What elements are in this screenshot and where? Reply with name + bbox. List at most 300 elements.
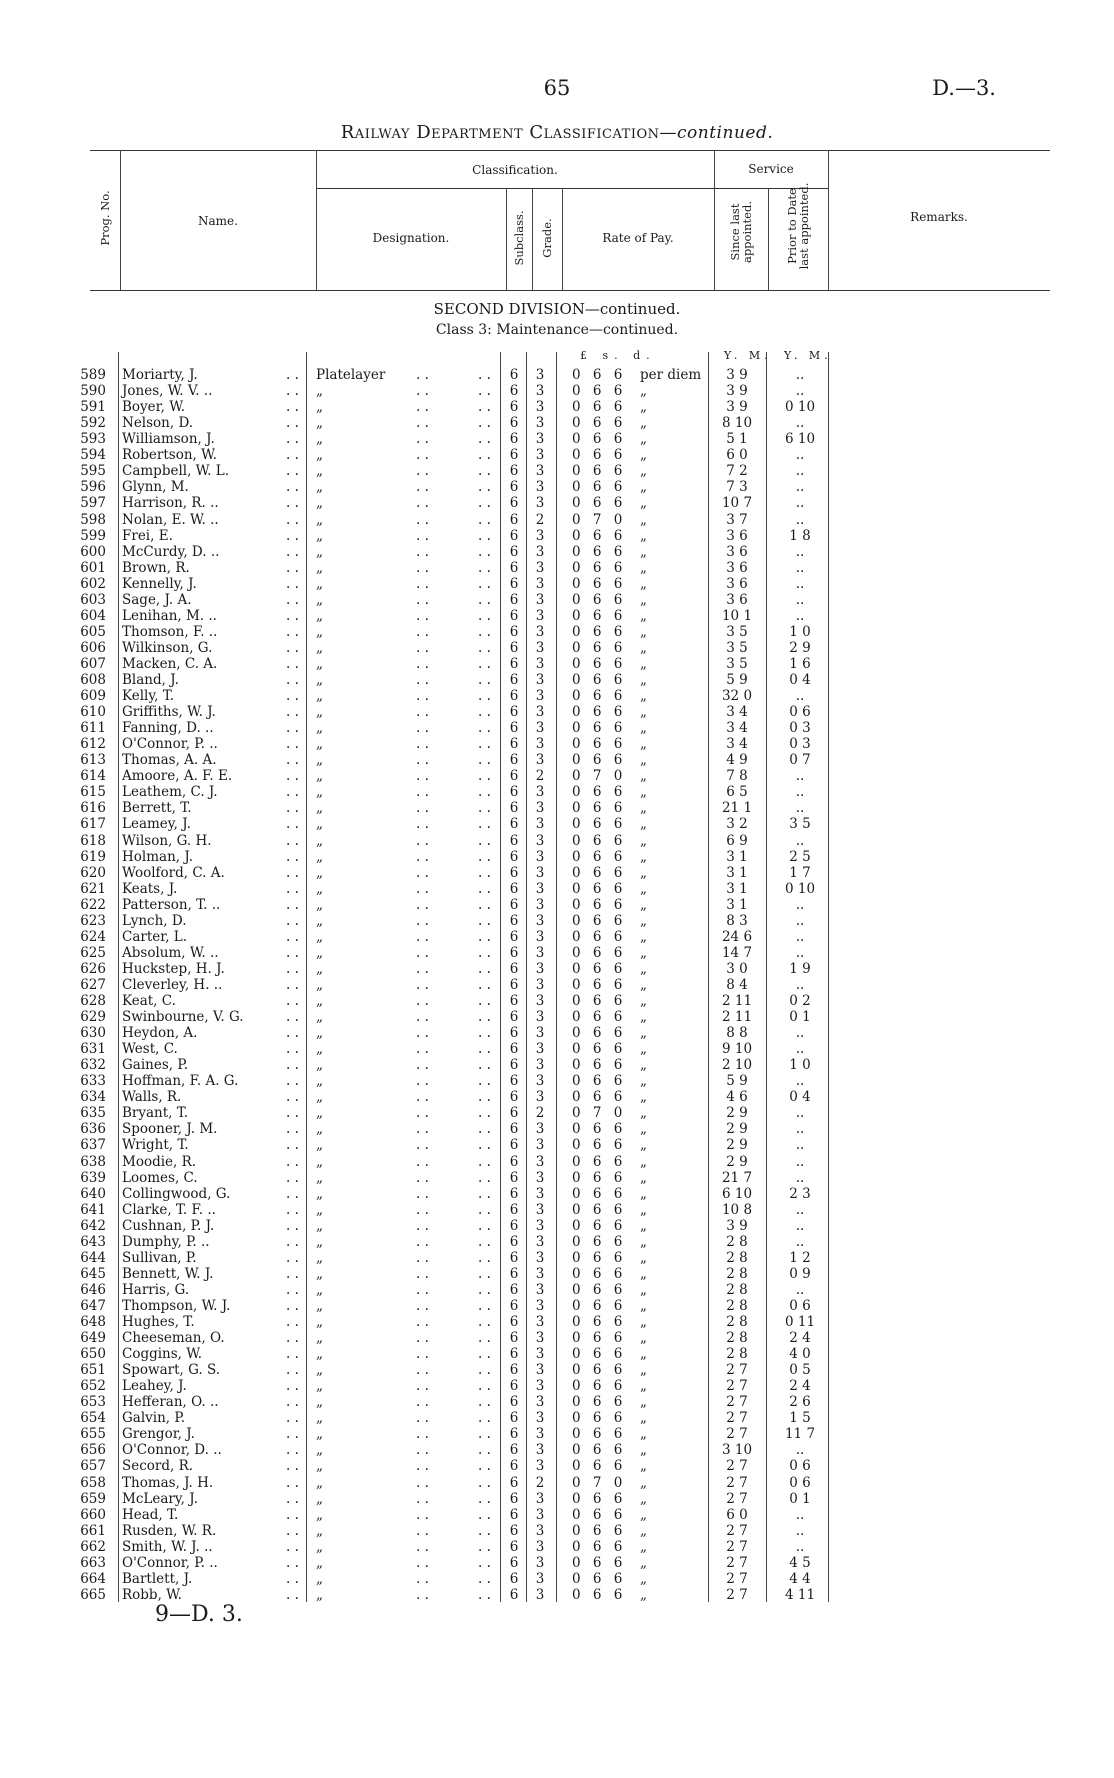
leader-dots: . .	[478, 623, 491, 640]
leader-dots: . .	[286, 912, 299, 929]
table-row	[0, 1218, 1114, 1234]
leader-dots: . .	[478, 543, 491, 560]
subclass: 6	[509, 1041, 519, 1058]
leader-dots: . .	[478, 1073, 491, 1090]
table-row	[0, 1266, 1114, 1282]
subclass: 6	[509, 1297, 519, 1314]
service-prior: 0 7	[789, 752, 811, 769]
employee-name: O'Connor, P. ..	[122, 1554, 218, 1571]
service-prior: 1 0	[789, 623, 811, 640]
leader-dots: . .	[478, 1009, 491, 1025]
header-bottom-rule	[90, 290, 1050, 291]
subclass: 6	[509, 672, 519, 688]
leader-dots: . .	[478, 447, 491, 464]
designation: „	[316, 1586, 323, 1603]
subclass: 6	[509, 383, 519, 400]
rate-of-pay: 0 6 6	[572, 688, 627, 704]
prog-number: 607	[80, 655, 106, 672]
table-row	[0, 1523, 1114, 1539]
service-since-last: 2 7	[726, 1554, 748, 1571]
subclass: 6	[509, 415, 519, 432]
subclass: 6	[509, 1249, 519, 1266]
leader-dots: . .	[478, 1089, 491, 1106]
service-prior: 1 5	[789, 1410, 811, 1427]
leader-dots: . .	[416, 1201, 429, 1218]
leader-dots: . .	[478, 511, 491, 528]
rate-of-pay: 0 6 6	[572, 639, 627, 656]
service-prior: ..	[795, 1522, 805, 1539]
service-prior: 0 1	[789, 1490, 811, 1507]
designation: „	[316, 1169, 323, 1186]
rate-of-pay: 0 6 6	[572, 1410, 627, 1427]
employee-name: Carter, L.	[122, 928, 188, 945]
prog-number: 636	[80, 1121, 106, 1138]
pay-unit: „	[640, 1249, 647, 1266]
leader-dots: . .	[478, 1265, 491, 1282]
employee-name: Leamey, J.	[122, 816, 191, 833]
division-heading: SECOND DIVISION—continued.	[433, 300, 681, 318]
rate-of-pay: 0 6 6	[572, 816, 627, 833]
employee-name: Secord, R.	[122, 1458, 194, 1475]
pay-unit: „	[640, 1041, 647, 1058]
subclass: 6	[509, 1586, 519, 1603]
rate-of-pay: 0 7 0	[572, 511, 627, 528]
table-row	[0, 576, 1114, 592]
subclass: 6	[509, 688, 519, 704]
employee-name: Galvin, P.	[122, 1410, 186, 1427]
pay-unit: „	[640, 1073, 647, 1090]
prog-number: 602	[80, 575, 106, 592]
subclass: 6	[509, 575, 519, 592]
leader-dots: . .	[416, 1346, 429, 1363]
designation: „	[316, 1185, 323, 1202]
table-row	[0, 720, 1114, 736]
employee-name: Sage, J. A.	[122, 591, 192, 608]
rate-of-pay: 0 6 6	[572, 399, 627, 416]
table-row	[0, 1298, 1114, 1314]
designation: „	[316, 960, 323, 977]
table-row	[0, 399, 1114, 415]
designation: „	[316, 1394, 323, 1411]
rate-of-pay: 0 6 6	[572, 415, 627, 432]
designation: „	[316, 495, 323, 512]
leader-dots: . .	[286, 1089, 299, 1106]
leader-dots: . .	[416, 688, 429, 704]
grade: 3	[535, 463, 545, 480]
header-grade: Grade.	[540, 218, 554, 258]
prog-number: 657	[80, 1458, 106, 1475]
grade: 3	[535, 1281, 545, 1298]
service-prior: ..	[795, 1506, 805, 1523]
rate-of-pay: 0 6 6	[572, 447, 627, 464]
leader-dots: . .	[478, 928, 491, 945]
rate-of-pay: 0 6 6	[572, 1330, 627, 1346]
pay-unit: „	[640, 672, 647, 688]
rate-of-pay: 0 6 6	[572, 1217, 627, 1234]
designation: „	[316, 1265, 323, 1282]
service-prior: ..	[795, 575, 805, 592]
designation: „	[316, 720, 323, 737]
service-prior: ..	[795, 1121, 805, 1138]
leader-dots: . .	[478, 527, 491, 544]
pay-unit: „	[640, 1394, 647, 1411]
leader-dots: . .	[286, 1346, 299, 1363]
service-since-last: 2 7	[726, 1586, 748, 1603]
pay-unit: „	[640, 479, 647, 496]
service-prior: 0 10	[784, 399, 816, 416]
grade: 3	[535, 1233, 545, 1250]
designation: „	[316, 591, 323, 608]
leader-dots: . .	[286, 543, 299, 560]
grade: 3	[535, 752, 545, 769]
rate-of-pay: 0 6 6	[572, 1265, 627, 1282]
prog-number: 641	[80, 1201, 106, 1218]
designation: „	[316, 431, 323, 448]
designation: „	[316, 399, 323, 416]
leader-dots: . .	[286, 1297, 299, 1314]
leader-dots: . .	[478, 896, 491, 913]
designation: „	[316, 1554, 323, 1571]
subclass: 6	[509, 976, 519, 993]
prog-number: 639	[80, 1169, 106, 1186]
designation: „	[316, 928, 323, 945]
service-since-last: 2 11	[721, 993, 753, 1009]
service-prior: ..	[795, 800, 805, 817]
employee-name: Thompson, W. J.	[122, 1297, 231, 1314]
leader-dots: . .	[416, 527, 429, 544]
prog-number: 595	[80, 463, 106, 480]
grade: 3	[535, 399, 545, 416]
grade: 3	[535, 672, 545, 688]
header-service: Service	[748, 162, 794, 176]
designation: „	[316, 511, 323, 528]
leader-dots: . .	[478, 784, 491, 801]
subclass: 6	[509, 1490, 519, 1507]
document-reference: D.—3.	[932, 76, 996, 100]
grade: 3	[535, 928, 545, 945]
employee-name: Clarke, T. F. ..	[122, 1201, 216, 1218]
leader-dots: . .	[478, 816, 491, 833]
table-row	[0, 1458, 1114, 1474]
leader-dots: . .	[416, 832, 429, 849]
employee-name: Cheeseman, O.	[122, 1330, 225, 1346]
designation: „	[316, 976, 323, 993]
prog-number: 605	[80, 623, 106, 640]
leader-dots: . .	[286, 993, 299, 1009]
employee-name: Frei, E.	[122, 527, 173, 544]
table-row	[0, 1057, 1114, 1073]
subclass: 6	[509, 1570, 519, 1587]
rate-of-pay: 0 6 6	[572, 1522, 627, 1539]
leader-dots: . .	[478, 639, 491, 656]
grade: 3	[535, 864, 545, 881]
leader-dots: . .	[286, 639, 299, 656]
employee-name: Bennett, W. J.	[122, 1265, 214, 1282]
service-since-last: 2 9	[726, 1105, 748, 1122]
service-since-last: 2 8	[726, 1265, 748, 1282]
col-divider	[768, 188, 769, 290]
prog-number: 617	[80, 816, 106, 833]
leader-dots: . .	[416, 399, 429, 416]
leader-dots: . .	[416, 447, 429, 464]
service-prior: ..	[795, 591, 805, 608]
leader-dots: . .	[286, 1490, 299, 1507]
leader-dots: . .	[286, 1474, 299, 1491]
employee-name: Cushnan, P. J.	[122, 1217, 215, 1234]
leader-dots: . .	[478, 880, 491, 897]
prog-number: 600	[80, 543, 106, 560]
pay-unit: „	[640, 928, 647, 945]
designation: „	[316, 1281, 323, 1298]
employee-name: Hughes, T.	[122, 1314, 195, 1330]
designation: „	[316, 944, 323, 961]
leader-dots: . .	[286, 672, 299, 688]
leader-dots: . .	[416, 928, 429, 945]
service-since-last: 2 7	[726, 1394, 748, 1411]
rate-of-pay: 0 6 6	[572, 1554, 627, 1571]
subclass: 6	[509, 784, 519, 801]
leader-dots: . .	[416, 800, 429, 817]
rate-of-pay: 0 6 6	[572, 655, 627, 672]
rate-of-pay: 0 6 6	[572, 1137, 627, 1154]
leader-dots: . .	[416, 1442, 429, 1459]
subclass: 6	[509, 479, 519, 496]
rate-of-pay: 0 6 6	[572, 1362, 627, 1379]
service-since-last: 2 7	[726, 1490, 748, 1507]
prog-number: 659	[80, 1490, 106, 1507]
pay-unit: „	[640, 623, 647, 640]
prog-number: 651	[80, 1362, 106, 1379]
leader-dots: . .	[286, 1057, 299, 1074]
grade: 3	[535, 1458, 545, 1475]
leader-dots: . .	[478, 1249, 491, 1266]
prog-number: 621	[80, 880, 106, 897]
rate-of-pay: 0 7 0	[572, 1105, 627, 1122]
leader-dots: . .	[478, 1297, 491, 1314]
leader-dots: . .	[286, 784, 299, 801]
rate-of-pay: 0 6 6	[572, 479, 627, 496]
grade: 3	[535, 848, 545, 865]
leader-dots: . .	[478, 1538, 491, 1555]
employee-name: Thomas, A. A.	[122, 752, 217, 769]
prog-number: 601	[80, 559, 106, 576]
designation: „	[316, 447, 323, 464]
grade: 3	[535, 832, 545, 849]
grade: 2	[535, 1474, 545, 1491]
service-since-last: 32 0	[721, 688, 753, 704]
grade: 3	[535, 1089, 545, 1106]
rate-of-pay: 0 6 6	[572, 976, 627, 993]
table-row	[0, 752, 1114, 768]
leader-dots: . .	[478, 768, 491, 785]
leader-dots: . .	[416, 623, 429, 640]
leader-dots: . .	[286, 415, 299, 432]
leader-dots: . .	[416, 784, 429, 801]
pay-unit: „	[640, 383, 647, 400]
designation: „	[316, 848, 323, 865]
employee-name: Nolan, E. W. ..	[122, 511, 219, 528]
pay-unit: „	[640, 1169, 647, 1186]
designation: „	[316, 672, 323, 688]
grade: 3	[535, 431, 545, 448]
prog-number: 597	[80, 495, 106, 512]
leader-dots: . .	[416, 816, 429, 833]
designation: „	[316, 1458, 323, 1475]
designation: „	[316, 864, 323, 881]
leader-dots: . .	[478, 800, 491, 817]
leader-dots: . .	[416, 880, 429, 897]
prog-number: 647	[80, 1297, 106, 1314]
employee-name: Fanning, D. ..	[122, 720, 214, 737]
subclass: 6	[509, 1185, 519, 1202]
subclass: 6	[509, 1522, 519, 1539]
prog-number: 606	[80, 639, 106, 656]
rate-of-pay: 0 6 6	[572, 543, 627, 560]
col-divider	[506, 188, 507, 290]
employee-name: Leathem, C. J.	[122, 784, 218, 801]
table-row	[0, 1121, 1114, 1137]
table-row	[0, 897, 1114, 913]
subclass: 6	[509, 752, 519, 769]
table-row	[0, 1378, 1114, 1394]
subclass: 6	[509, 768, 519, 785]
pay-unit: „	[640, 1426, 647, 1443]
service-since-last: 6 10	[721, 1185, 753, 1202]
leader-dots: . .	[286, 367, 299, 383]
pay-unit: „	[640, 1554, 647, 1571]
service-since-last: 3 5	[726, 655, 748, 672]
designation: „	[316, 704, 323, 720]
pay-unit: „	[640, 639, 647, 656]
leader-dots: . .	[416, 736, 429, 753]
rate-of-pay: 0 6 6	[572, 1538, 627, 1555]
service-prior: 1 0	[789, 1057, 811, 1074]
table-row	[0, 624, 1114, 640]
leader-dots: . .	[286, 559, 299, 576]
leader-dots: . .	[416, 976, 429, 993]
prog-number: 608	[80, 672, 106, 688]
prog-number: 609	[80, 688, 106, 704]
subclass: 6	[509, 559, 519, 576]
table-row	[0, 1587, 1114, 1603]
prog-number: 625	[80, 944, 106, 961]
designation: „	[316, 623, 323, 640]
grade: 3	[535, 447, 545, 464]
service-since-last: 3 1	[726, 848, 748, 865]
since-units-label: Y. M.	[724, 349, 772, 362]
rate-of-pay: 0 6 6	[572, 623, 627, 640]
service-prior: ..	[795, 928, 805, 945]
designation: „	[316, 1570, 323, 1587]
table-row	[0, 608, 1114, 624]
subclass: 6	[509, 1265, 519, 1282]
table-row	[0, 383, 1114, 399]
employee-name: Lenihan, M. ..	[122, 607, 217, 624]
table-row	[0, 512, 1114, 528]
pay-unit: „	[640, 1137, 647, 1154]
prog-number: 652	[80, 1378, 106, 1395]
grade: 3	[535, 1009, 545, 1025]
rate-of-pay: 0 6 6	[572, 1169, 627, 1186]
leader-dots: . .	[286, 511, 299, 528]
table-row	[0, 800, 1114, 816]
grade: 3	[535, 367, 545, 383]
pay-unit: „	[640, 1281, 647, 1298]
leader-dots: . .	[286, 399, 299, 416]
leader-dots: . .	[478, 960, 491, 977]
table-row	[0, 1330, 1114, 1346]
employee-name: Campbell, W. L.	[122, 463, 230, 480]
grade: 3	[535, 1522, 545, 1539]
prog-number: 633	[80, 1073, 106, 1090]
grade: 3	[535, 1426, 545, 1443]
pay-unit: „	[640, 864, 647, 881]
leader-dots: . .	[286, 1570, 299, 1587]
leader-dots: . .	[286, 864, 299, 881]
rate-of-pay: 0 6 6	[572, 960, 627, 977]
leader-dots: . .	[478, 944, 491, 961]
service-prior: 2 3	[789, 1185, 811, 1202]
pay-unit: „	[640, 1265, 647, 1282]
leader-dots: . .	[478, 736, 491, 753]
grade: 2	[535, 511, 545, 528]
grade: 3	[535, 655, 545, 672]
rate-of-pay: 0 6 6	[572, 1249, 627, 1266]
rate-of-pay: 0 6 6	[572, 1153, 627, 1170]
prog-number: 662	[80, 1538, 106, 1555]
service-prior: ..	[795, 543, 805, 560]
leader-dots: . .	[478, 1217, 491, 1234]
leader-dots: . .	[286, 1458, 299, 1475]
subclass: 6	[509, 704, 519, 720]
service-prior: 0 6	[789, 704, 811, 720]
rate-of-pay: 0 6 6	[572, 463, 627, 480]
grade: 3	[535, 543, 545, 560]
prog-number: 650	[80, 1346, 106, 1363]
leader-dots: . .	[478, 688, 491, 704]
leader-dots: . .	[478, 1330, 491, 1346]
pay-unit: „	[640, 495, 647, 512]
service-prior: 0 4	[789, 672, 811, 688]
pay-unit: „	[640, 1025, 647, 1042]
rate-of-pay: 0 6 6	[572, 864, 627, 881]
rate-of-pay: 0 6 6	[572, 1009, 627, 1025]
service-prior: 2 4	[789, 1330, 811, 1346]
table-row	[0, 833, 1114, 849]
pay-unit: „	[640, 543, 647, 560]
leader-dots: . .	[286, 1522, 299, 1539]
subclass: 6	[509, 1137, 519, 1154]
pay-unit: „	[640, 736, 647, 753]
subclass: 6	[509, 1362, 519, 1379]
leader-dots: . .	[478, 1137, 491, 1154]
table-row	[0, 1410, 1114, 1426]
table-row	[0, 1025, 1114, 1041]
table-row	[0, 463, 1114, 479]
designation: „	[316, 912, 323, 929]
employee-name: Bartlett, J.	[122, 1570, 193, 1587]
designation: „	[316, 1538, 323, 1555]
service-since-last: 2 7	[726, 1378, 748, 1395]
service-since-last: 21 1	[721, 800, 753, 817]
employee-name: Cleverley, H. ..	[122, 976, 223, 993]
leader-dots: . .	[286, 479, 299, 496]
leader-dots: . .	[416, 655, 429, 672]
rate-of-pay: 0 6 6	[572, 495, 627, 512]
prog-number: 624	[80, 928, 106, 945]
leader-dots: . .	[286, 832, 299, 849]
leader-dots: . .	[416, 1586, 429, 1603]
